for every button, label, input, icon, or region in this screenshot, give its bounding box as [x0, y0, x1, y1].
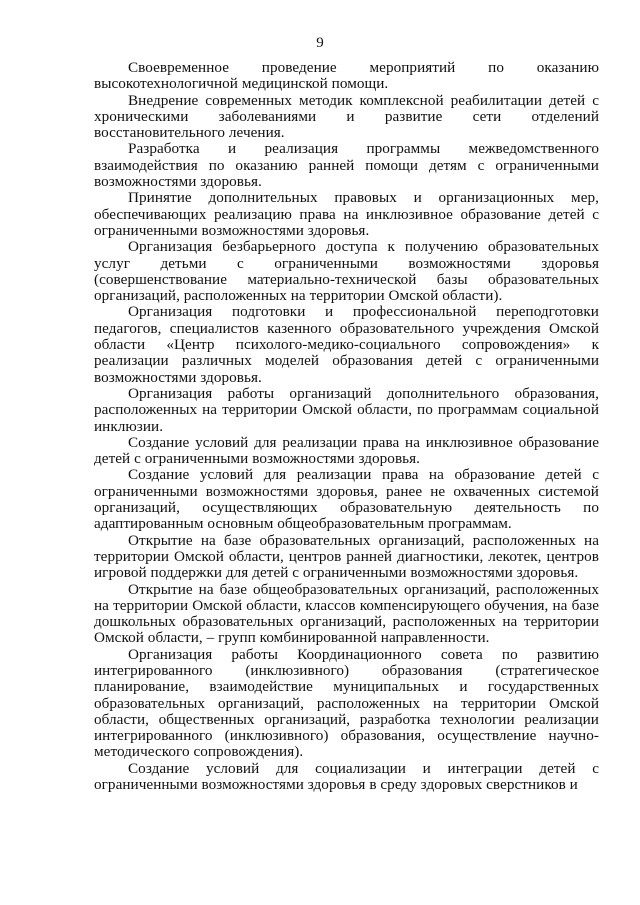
- paragraph-early-diagnostics-centers: Открытие на базе образовательных организаций, расположенных на территории Омской области, центров ранней диагностики, лекотек, центров игровой поддержки для детей с ограниченными возможностями здоровья.: [94, 531, 599, 582]
- paragraph-barrier-free-access: Организация безбарьерного доступа к получению образовательных услуг детьми с ограниченными возможностями здоровья (совершенствование материально-технической базы образовательных организаций, расположенных на территории Омской области).: [94, 238, 599, 305]
- paragraph-additional-education: Организация работы организаций дополнительного образования, расположенных на территории Омской области, по программам социальной инклюзии.: [94, 384, 599, 435]
- paragraph-coordination-council: Организация работы Координационного совета по развитию интегрированного (инклюзивного) образования (стратегическое планирование, взаимодействие муниципальных и государственных образовательных организаций, расположенных на территории Омской области, общественных организаций, разработка технологии реализации интегрированного (инклюзивного) образования, осуществление научно-методического сопровождения).: [94, 645, 599, 761]
- paragraph-teacher-training: Организация подготовки и профессиональной переподготовки педагогов, специалистов казенного образовательного учреждения Омской области «Центр психолого-медико-социального сопровождения» к реализации различных моделей образования детей с ограниченными возможностями здоровья.: [94, 303, 599, 386]
- paragraph-early-help-program: Разработка и реализация программы межведомственного взаимодействия по оказанию ранней помощи детям с ограниченными возможностями здоровья.: [94, 140, 599, 191]
- document-body: [94, 60, 599, 793]
- paragraph-compensatory-classes: Открытие на базе общеобразовательных организаций, расположенных на территории Омской области, классов компенсирующего обучения, на базе дошкольных образовательных организаций, расположенных на территории Омской области, – групп комбинированной направленности.: [94, 580, 599, 647]
- paragraph-high-tech-care: Своевременное проведение мероприятий по оказанию высокотехнологичной медицинской помощи.: [94, 59, 599, 93]
- paragraph-education-right: Создание условий для реализации права на образование детей с ограниченными возможностями здоровья, ранее не охваченных системой организаций, осуществляющих образовательную деятельность по адаптированным основным общеобразовательным программам.: [94, 466, 599, 533]
- paragraph-inclusive-conditions: Создание условий для реализации права на инклюзивное образование детей с ограниченными возможностями здоровья.: [94, 433, 599, 468]
- paragraph-socialization: Создание условий для социализации и интеграции детей с ограниченными возможностями здоровья в среду здоровых сверстников и: [94, 759, 599, 794]
- paragraph-legal-measures: Принятие дополнительных правовых и организационных мер, обеспечивающих реализацию права на инклюзивное образование детей с ограниченными возможностями здоровья.: [94, 189, 599, 239]
- paragraph-rehabilitation-methods: Внедрение современных методик комплексной реабилитации детей с хроническими заболеваниями и развитие сети отделений восстановительного лечения.: [94, 91, 599, 142]
- page-number: 9: [316, 35, 324, 51]
